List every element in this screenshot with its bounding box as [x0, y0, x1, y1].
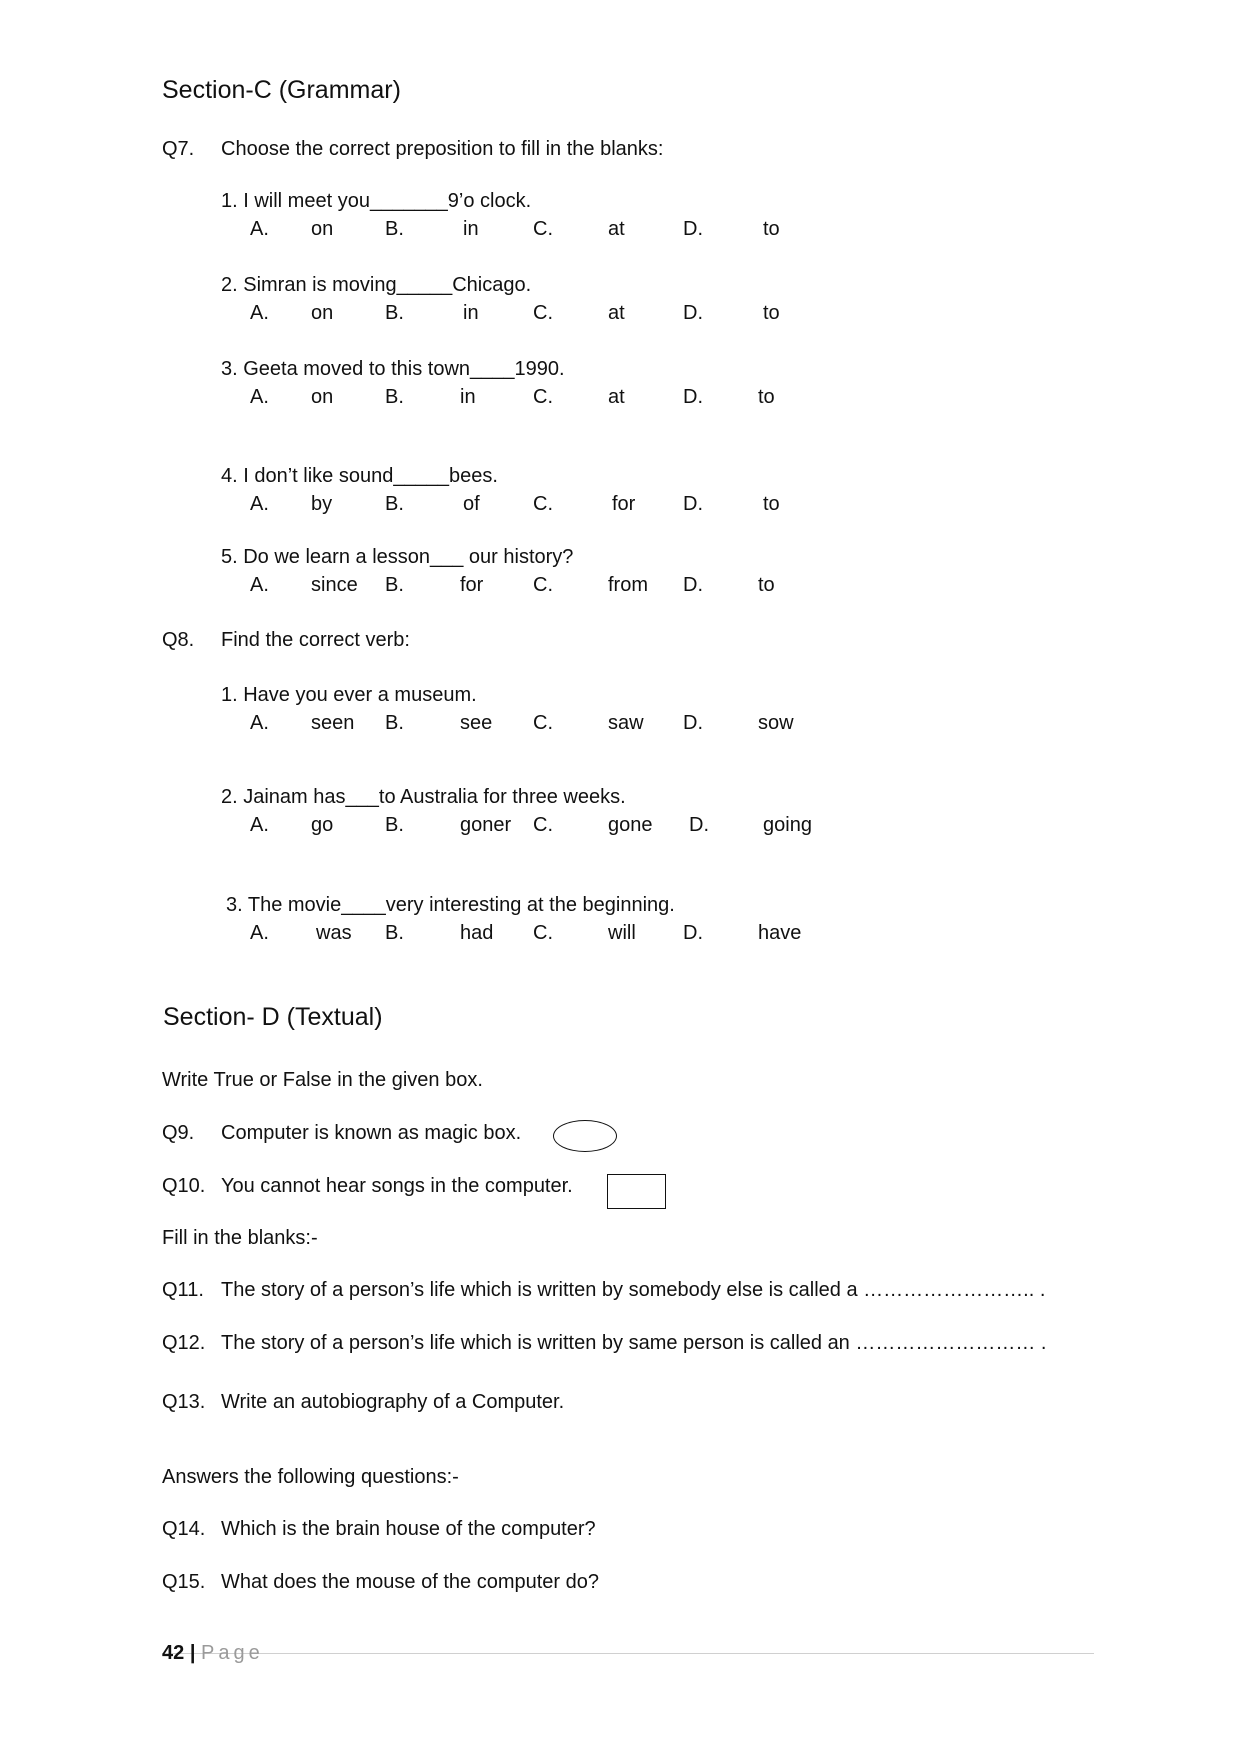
question-item: 1. Have you ever a museum.	[221, 684, 477, 706]
option-d-label: D.	[683, 218, 703, 240]
option-b-value[interactable]: in	[460, 386, 476, 408]
option-b-label: B.	[385, 302, 404, 324]
option-c-label: C.	[533, 302, 553, 324]
page-word: Page	[200, 1642, 264, 1664]
option-d-value[interactable]: to	[763, 302, 780, 324]
question-number: Q13.	[162, 1391, 206, 1413]
page-number: 42	[162, 1642, 185, 1664]
option-d-value[interactable]: going	[763, 814, 812, 836]
section-d-title: Section- D (Textual)	[163, 1003, 383, 1031]
option-c-value[interactable]: saw	[608, 712, 644, 734]
question-item: 4. I don’t like sound_____bees.	[221, 465, 498, 487]
option-a-value[interactable]: on	[311, 386, 334, 408]
option-c-value[interactable]: for	[612, 493, 636, 515]
option-b-value[interactable]: goner	[460, 814, 512, 836]
option-d-value[interactable]: to	[758, 386, 775, 408]
question-item: 5. Do we learn a lesson___ our history?	[221, 546, 574, 568]
option-c-label: C.	[533, 493, 553, 515]
question-item: 1. I will meet you_______9’o clock.	[221, 190, 532, 212]
question-item: 2. Jainam has___to Australia for three weeks.	[221, 786, 626, 808]
question-number: Q14.	[162, 1518, 206, 1540]
option-d-value[interactable]: to	[763, 218, 780, 240]
option-a-value[interactable]: since	[311, 574, 358, 596]
option-c-label: C.	[533, 574, 553, 596]
question-number: Q8.	[162, 629, 195, 651]
option-a-value[interactable]: go	[311, 814, 334, 836]
option-a-value[interactable]: by	[311, 493, 333, 515]
option-a-value[interactable]: on	[311, 302, 334, 324]
question-number: Q15.	[162, 1571, 206, 1593]
option-d-value[interactable]: have	[758, 922, 802, 944]
option-b-value[interactable]: in	[463, 302, 479, 324]
true-false-instructions: Write True or False in the given box.	[162, 1069, 483, 1091]
option-d-value[interactable]: to	[758, 574, 775, 596]
option-c-label: C.	[533, 922, 553, 944]
question-text: What does the mouse of the computer do?	[221, 1571, 599, 1593]
option-c-value[interactable]: at	[608, 302, 625, 324]
option-b-label: B.	[385, 814, 404, 836]
option-c-value[interactable]: will	[608, 922, 636, 944]
option-b-value[interactable]: see	[460, 712, 493, 734]
question-item: 2. Simran is moving_____Chicago.	[221, 274, 532, 296]
question-number: Q11.	[162, 1279, 204, 1301]
option-a-label: A.	[250, 814, 269, 836]
option-d-label: D.	[683, 922, 703, 944]
option-b-label: B.	[385, 712, 404, 734]
option-a-label: A.	[250, 218, 269, 240]
option-d-label: D.	[683, 574, 703, 596]
option-d-label: D.	[683, 386, 703, 408]
question-text: You cannot hear songs in the computer.	[221, 1175, 573, 1197]
option-b-value[interactable]: of	[463, 493, 480, 515]
question-text: Which is the brain house of the computer?	[221, 1518, 596, 1540]
answer-questions-instructions: Answers the following questions:-	[162, 1466, 459, 1488]
option-b-label: B.	[385, 218, 404, 240]
question-text: Choose the correct preposition to fill in the blanks:	[221, 138, 664, 160]
option-b-label: B.	[385, 493, 404, 515]
question-text: The story of a person’s life which is written by same person is called an ……………………… .	[221, 1332, 1047, 1354]
option-c-label: C.	[533, 712, 553, 734]
page-footer	[162, 1642, 264, 1665]
option-d-value[interactable]: sow	[758, 712, 794, 734]
question-text: Find the correct verb:	[221, 629, 410, 651]
option-d-label: D.	[683, 493, 703, 515]
question-number: Q7.	[162, 138, 195, 160]
option-a-label: A.	[250, 302, 269, 324]
option-c-value[interactable]: at	[608, 218, 625, 240]
option-d-label: D.	[683, 302, 703, 324]
option-b-value[interactable]: had	[460, 922, 494, 944]
question-text: Computer is known as magic box.	[221, 1122, 522, 1144]
question-text: Write an autobiography of a Computer.	[221, 1391, 565, 1413]
option-c-value[interactable]: from	[608, 574, 648, 596]
section-c-title: Section-C (Grammar)	[162, 76, 401, 104]
option-a-value[interactable]: was	[316, 922, 352, 944]
option-a-label: A.	[250, 386, 269, 408]
option-d-label: D.	[689, 814, 709, 836]
option-d-label: D.	[683, 712, 703, 734]
question-item: 3. The movie____very interesting at the beginning.	[226, 894, 675, 916]
option-d-value[interactable]: to	[763, 493, 780, 515]
answer-oval[interactable]	[553, 1120, 617, 1152]
option-b-label: B.	[385, 922, 404, 944]
option-c-label: C.	[533, 218, 553, 240]
option-a-label: A.	[250, 922, 269, 944]
option-b-value[interactable]: for	[460, 574, 484, 596]
option-a-label: A.	[250, 712, 269, 734]
option-b-label: B.	[385, 386, 404, 408]
option-c-value[interactable]: at	[608, 386, 625, 408]
option-c-value[interactable]: gone	[608, 814, 653, 836]
question-number: Q9.	[162, 1122, 195, 1144]
option-b-label: B.	[385, 574, 404, 596]
option-c-label: C.	[533, 814, 553, 836]
question-item: 3. Geeta moved to this town____1990.	[221, 358, 565, 380]
question-number: Q12.	[162, 1332, 206, 1354]
question-text: The story of a person’s life which is written by somebody else is called a …………………….. .	[221, 1279, 1046, 1301]
answer-box[interactable]	[607, 1174, 666, 1209]
option-a-label: A.	[250, 574, 269, 596]
question-number: Q10.	[162, 1175, 206, 1197]
option-a-value[interactable]: on	[311, 218, 334, 240]
fill-blanks-instructions: Fill in the blanks:-	[162, 1227, 318, 1249]
footer-separator: |	[189, 1642, 196, 1664]
option-c-label: C.	[533, 386, 553, 408]
option-a-label: A.	[250, 493, 269, 515]
option-b-value[interactable]: in	[463, 218, 479, 240]
footer-divider	[162, 1653, 1094, 1654]
option-a-value[interactable]: seen	[311, 712, 355, 734]
